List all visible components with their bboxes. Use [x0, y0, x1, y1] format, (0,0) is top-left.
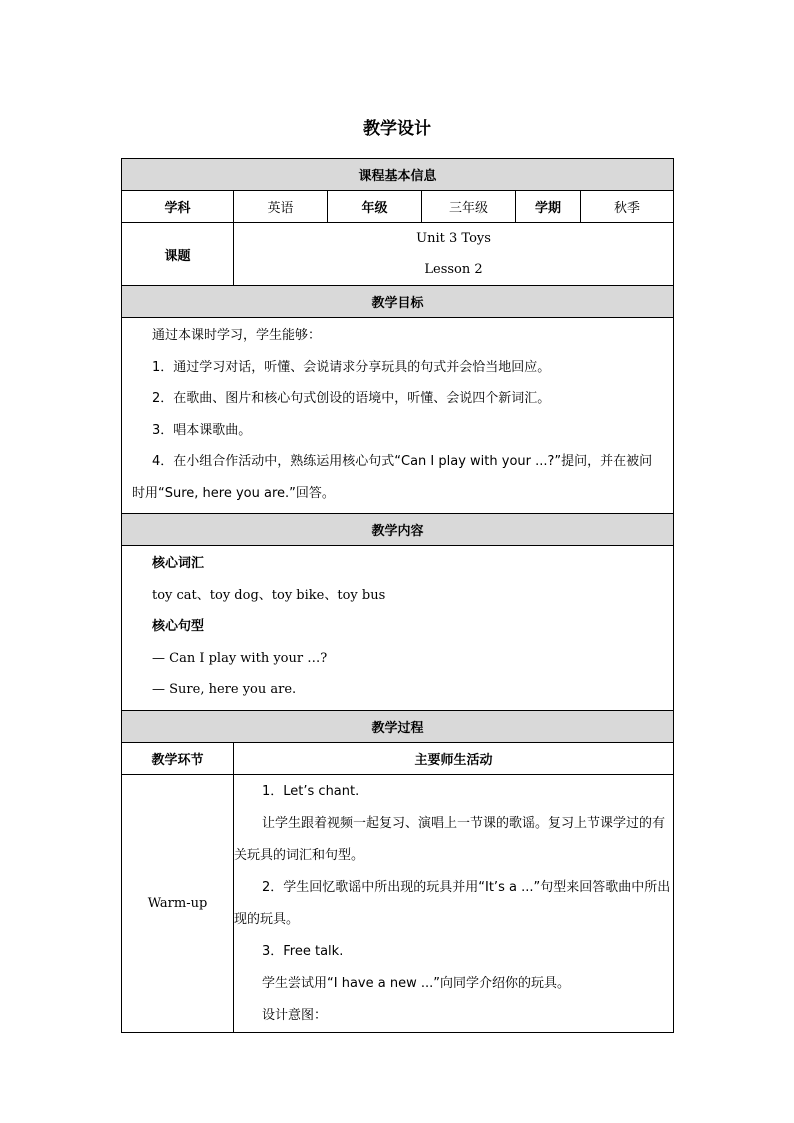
content-header: 教学内容	[122, 514, 674, 546]
content-row	[122, 546, 674, 711]
subject-value: 英语	[234, 191, 328, 223]
basic-info-header: 课程基本信息	[122, 159, 674, 191]
pattern-answer: — Sure, here you are.	[152, 682, 297, 697]
objectives-header-row	[122, 286, 674, 318]
topic-row	[122, 223, 674, 286]
objectives-body	[122, 318, 674, 514]
process-columns-row	[122, 742, 674, 774]
content-header-row	[122, 514, 674, 546]
topic-value	[234, 223, 674, 286]
topic-label: 课题	[122, 223, 234, 286]
objective-item-3: 3．唱本课歌曲。	[152, 422, 252, 438]
lesson-plan-table	[121, 158, 674, 1033]
process-header: 教学过程	[122, 710, 674, 742]
process-header-row	[122, 710, 674, 742]
term-value: 秋季	[581, 191, 674, 223]
activity-line-1: 1．Let’s chant.	[262, 783, 360, 799]
topic-unit: Unit 3 Toys	[416, 231, 491, 246]
activity-line-6: 设计意图：	[262, 1007, 328, 1023]
vocab-list: toy cat、toy dog、toy bike、toy bus	[152, 587, 386, 603]
objective-item-2: 2．在歌曲、图片和核心句式创设的语境中，听懂、会说四个新词汇。	[152, 391, 551, 406]
col-activity-header: 主要师生活动	[234, 742, 674, 774]
pattern-label: 核心句型	[152, 619, 205, 634]
objectives-header: 教学目标	[122, 286, 674, 318]
objective-item-1: 1．通过学习对话，听懂、会说请求分享玩具的句式并会恰当地回应。	[152, 359, 551, 375]
topic-lesson: Lesson 2	[424, 262, 483, 277]
term-label: 学期	[516, 191, 581, 223]
pattern-question: — Can I play with your …?	[152, 650, 328, 666]
warmup-activities	[234, 774, 674, 1032]
grade-value: 三年级	[422, 191, 516, 223]
subject-label: 学科	[122, 191, 234, 223]
basic-info-header-row	[122, 159, 674, 191]
warmup-row	[122, 774, 674, 1032]
activity-line-4: 3．Free talk.	[262, 943, 344, 959]
objectives-intro: 通过本课时学习，学生能够：	[152, 328, 322, 343]
activity-line-2: 让学生跟着视频一起复习、演唱上一节课的歌谣。复习上节课学过的有关玩具的词汇和句型。	[234, 815, 666, 863]
basic-info-row	[122, 191, 674, 223]
page-title: 教学设计	[363, 119, 431, 139]
col-stage-header: 教学环节	[122, 742, 234, 774]
stage-warmup: Warm-up	[122, 774, 234, 1032]
activity-line-3: 2．学生回忆歌谣中所出现的玩具并用“It’s a ...”句型来回答歌曲中所出现的玩具。	[234, 879, 671, 927]
objectives-row	[122, 318, 674, 514]
objective-item-4: 4．在小组合作活动中，熟练运用核心句式“Can I play with your ...?”提问，并在被问时用“Sure, here you are.”回答。	[132, 454, 653, 501]
grade-label: 年级	[328, 191, 422, 223]
content-body	[122, 546, 674, 711]
vocab-label: 核心词汇	[152, 556, 205, 571]
activity-line-5: 学生尝试用“I have a new ...”向同学介绍你的玩具。	[262, 975, 570, 991]
